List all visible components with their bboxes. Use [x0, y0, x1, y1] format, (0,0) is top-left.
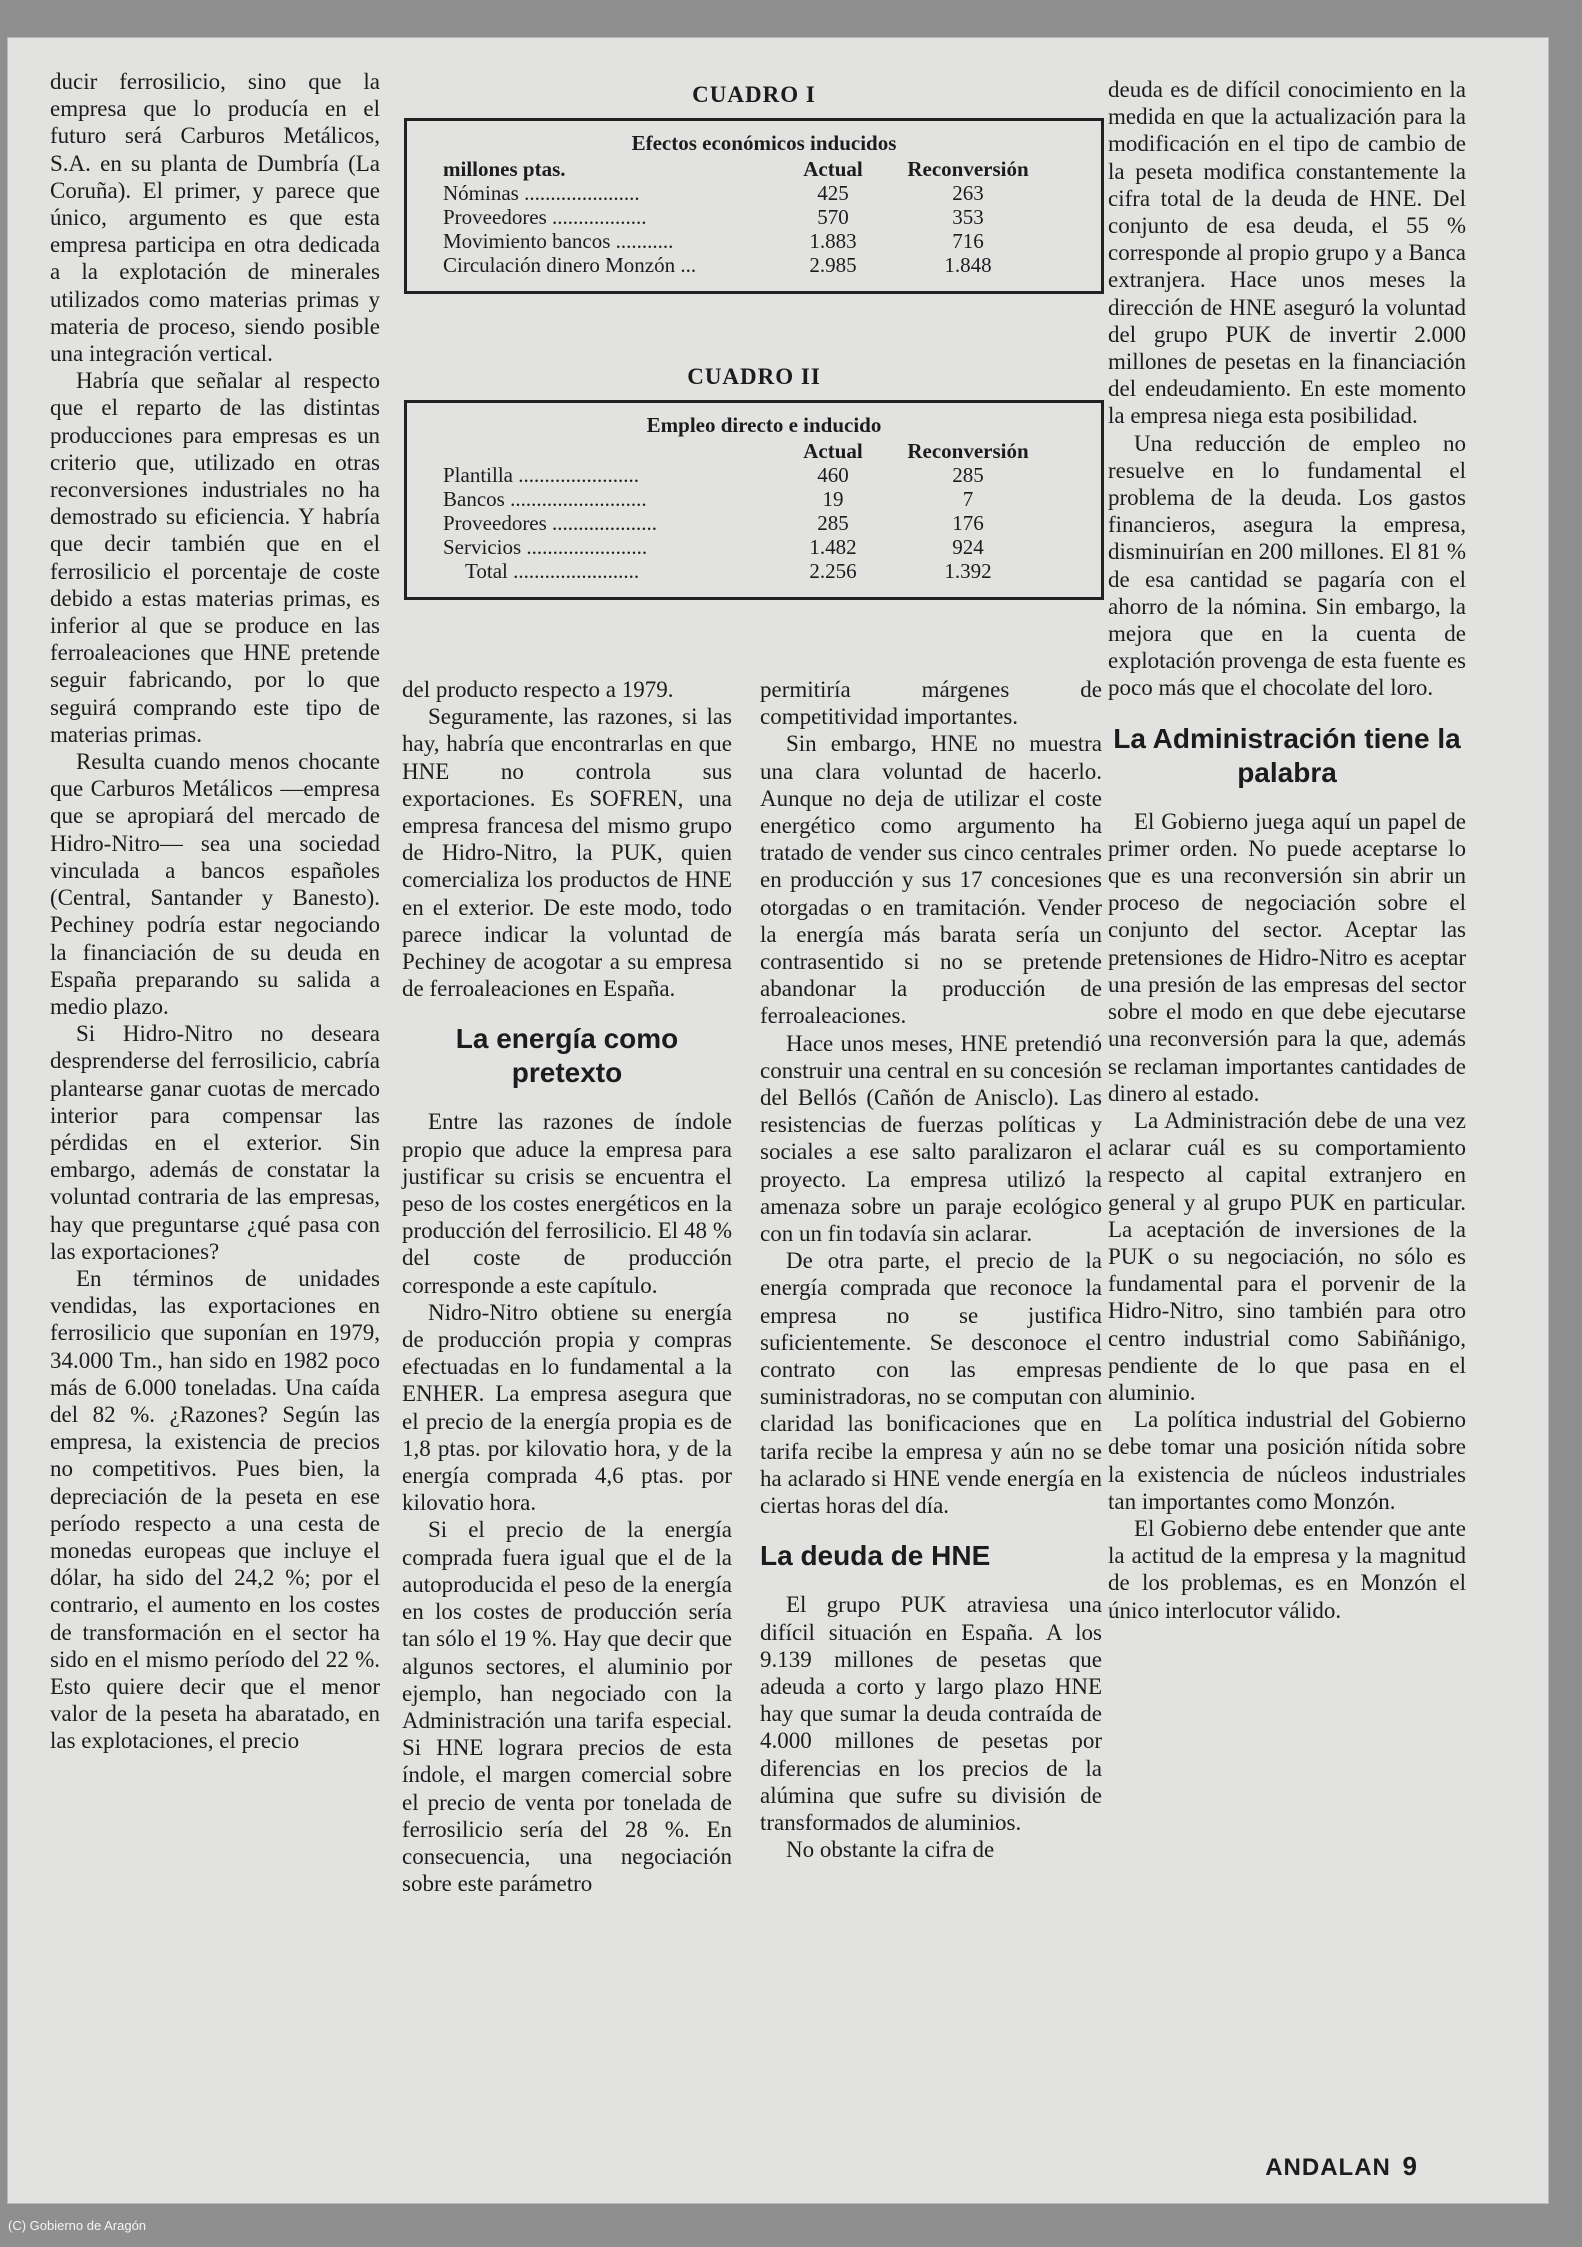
cuadro-2: [404, 364, 1104, 600]
paragraph: La política industrial del Gobierno debe tomar una posición nítida sobre la existencia de núcleos industriales tan importantes como Monzón.: [1108, 1407, 1466, 1514]
table-row: [443, 511, 1085, 535]
paragraph: La Administración debe de una vez aclarar cuál es su comportamiento respecto al capital extranjero en general y al grupo PUK en particular. La aceptación de inversiones de la PUK o su negociación, no sólo es fundamental para el porvenir de la Hidro-Nitro, sino también para otro centro industrial como Sabiñánigo, pendiente de lo que pasa en el aluminio.: [1108, 1107, 1466, 1405]
row-actual: 19: [822, 487, 844, 511]
row-reconversion: 716: [952, 229, 984, 253]
row-reconversion: 1.848: [944, 253, 992, 277]
row-label: Nóminas ......................: [443, 181, 640, 205]
paragraph: De otra parte, el precio de la energía comprada que reconoce la empresa no se justifica suficientemente. Se desconoce el contrato con las empresas suministradoras, no se computan con claridad las bonificaciones que en tarifa recibe la empresa y aún no se ha aclarado si HNE vende energía en ciertas horas del día.: [760, 1248, 1102, 1519]
row-label: Total ........................: [465, 559, 640, 583]
row-label: Proveedores ....................: [443, 511, 658, 535]
row-label: Bancos ..........................: [443, 487, 647, 511]
cuadro-2-subtitle: Empleo directo e inducido: [646, 413, 882, 437]
row-actual: 570: [817, 205, 849, 229]
table-row: [443, 463, 1085, 487]
row-reconversion: 924: [952, 535, 984, 559]
paragraph: Habría que señalar al respecto que el reparto de las distintas producciones para empresas es un criterio que, utilizado en otras reconversiones industriales no ha demostrado su eficiencia. Y habría que decir también que en el ferrosilicio el porcentaje de coste debido a estas materias primas, es inferior al que se produce en las ferroaleaciones que HNE pretende seguir fabricando, por lo que seguirá comprando este tipo de materias primas.: [50, 368, 380, 747]
row-actual: 1.482: [809, 535, 857, 559]
row-label: Movimiento bancos ...........: [443, 229, 674, 253]
row-actual: 425: [817, 181, 849, 205]
page-number: 9: [1402, 2151, 1418, 2181]
row-label: Proveedores ..................: [443, 205, 647, 229]
column-2: [402, 676, 732, 1897]
column-3: [760, 676, 1102, 1863]
col-actual: Actual: [803, 157, 863, 181]
paragraph: permitiría márgenes de competitividad importantes.: [760, 677, 1102, 730]
page-footer: [1265, 2151, 1418, 2182]
paragraph: El Gobierno juega aquí un papel de primer orden. No puede aceptarse lo que es una reconversión sin abrir un proceso de negociación sobre el conjunto del sector. Aceptar las pretensiones de Hidro-Nitro es aceptar una presión de las empresas del sector sobre el modo en que debe ejecutarse una reconversión para la que, además se reclaman importantes cantidades de dinero al estado.: [1108, 808, 1466, 1106]
paragraph: Entre las razones de índole propio que aduce la empresa para justificar su crisis se encuentra el peso de los costes energéticos en la producción del ferrosilicio. El 48 % del coste de producción corresponde a este capítulo.: [402, 1109, 732, 1298]
magazine-name: ANDALAN: [1265, 2154, 1391, 2181]
row-reconversion: 285: [952, 463, 984, 487]
table-row: [443, 487, 1085, 511]
paragraph: Sin embargo, HNE no muestra una clara voluntad de hacerlo. Aunque no deja de utilizar el coste energético como argumento ha tratado de vender sus cinco centrales en producción y sus 17 concesiones otorgadas o en tramitación. Vender la energía más barata sería un contrasentido si no se pretende abandonar la producción de ferroaleaciones.: [760, 731, 1102, 1029]
row-label: Plantilla .......................: [443, 463, 639, 487]
col-reconversion: Reconversión: [907, 439, 1029, 463]
table-row: [443, 535, 1085, 559]
table-row: [443, 253, 1085, 277]
paragraph: del producto respecto a 1979.: [402, 677, 674, 702]
paragraph: En términos de unidades vendidas, las exportaciones en ferrosilicio que suponían en 1979, 34.000 Tm., han sido en 1982 poco más de 6.000 toneladas. Una caída del 82 %. ¿Razones? Según las empresa, la existencia de precios no competitivos. Pues bien, la depreciación de la peseta en ese período respecto a una cesta de monedas europeas que incluye el dólar, ha sido del 24,2 %; por el contrario, el aumento en los costes de transformación en el sector ha sido en el mismo período del 22 %. Esto quiere decir que el menor valor de la peseta ha abaratado, en las explotaciones, el precio: [50, 1265, 380, 1754]
table-row-total: [443, 559, 1085, 583]
table-header: [443, 439, 1085, 463]
paragraph: Si el precio de la energía comprada fuera igual que el de la autoproducida el peso de la energía en los costes de producción sería tan sólo el 19 %. Hay que decir que algunos sectores, el aluminio por ejemplo, han negociado con la Administración una tarifa especial. Si HNE lograra precios de esta índole, el margen comercial sobre el precio de venta por tonelada de ferrosilicio sería del 28 %. En consecuencia, una negociación sobre este parámetro: [402, 1517, 732, 1897]
row-reconversion: 7: [962, 487, 974, 511]
table-header: [443, 157, 1085, 181]
row-actual: 1.883: [809, 229, 857, 253]
paragraph: El grupo PUK atraviesa una difícil situación en España. A los 9.139 millones de pesetas que adeuda a corto y largo plazo HNE hay que sumar la deuda contraída de 4.000 millones de pesetas por diferencias en los precios de la alúmina que sufre su división de transformados de aluminios.: [760, 1592, 1102, 1835]
paragraph: Si Hidro-Nitro no deseara desprenderse del ferrosilicio, cabría plantearse ganar cuotas de mercado interior para compensar las pérdidas en el exterior. Sin embargo, además de constatar la voluntad contraria de las empresas, hay que preguntarse ¿qué pasa con las exportaciones?: [50, 1021, 380, 1264]
col-actual: Actual: [803, 439, 863, 463]
row-reconversion: 353: [952, 205, 984, 229]
row-reconversion: 263: [952, 181, 984, 205]
row-label: Circulación dinero Monzón ...: [443, 253, 697, 277]
paragraph: Seguramente, las razones, si las hay, habría que encontrarlas en que HNE no controla sus exportaciones. Es SOFREN, una empresa francesa del mismo grupo de Hidro-Nitro, la PUK, quien comercializa los productos de HNE en el exterior. De este modo, todo parece indicar la voluntad de Pechiney de acogotar a su empresa de ferroaleaciones en España.: [402, 704, 732, 1002]
col-reconversion: Reconversión: [907, 157, 1029, 181]
row-actual: 285: [817, 511, 849, 535]
paragraph: Resulta cuando menos chocante que Carburos Metálicos —empresa que se apropiará del mercado de Hidro-Nitro— sea una sociedad vinculada a bancos españoles (Central, Santander y Banesto). Pechiney podría estar negociando la financiación de su deuda en España preparando su salida a medio plazo.: [50, 749, 380, 1019]
paragraph: El Gobierno debe entender que ante la actitud de la empresa y la magnitud de los problemas, es en Monzón el único interlocutor válido.: [1108, 1515, 1466, 1623]
cuadro-2-table: [404, 400, 1104, 600]
section-heading: La deuda de HNE: [760, 1540, 991, 1572]
row-reconversion: 176: [952, 511, 984, 535]
unit-label: millones ptas.: [443, 157, 566, 181]
column-4: [1108, 76, 1466, 1624]
cuadro-1: [404, 82, 1104, 294]
row-actual: 460: [817, 463, 849, 487]
row-reconversion: 1.392: [944, 559, 992, 583]
column-1: [50, 68, 380, 1755]
paragraph: deuda es de difícil conocimiento en la medida en que la actualización para la modificación en el tipo de cambio de la peseta modifica constantemente la cifra total de la deuda de HNE. Del conjunto de esa deuda, el 55 % corresponde al propio grupo y a Banca extranjera. Hace unos meses la dirección de HNE aseguró la voluntad del grupo PUK de invertir 2.000 millones de pesetas en la financiación del endeudamiento. En este momento la empresa niega esta posibilidad.: [1108, 77, 1466, 429]
paragraph: Nidro-Nitro obtiene su energía de producción propia y compras efectuadas en lo fundamental a la ENHER. La empresa asegura que el precio de la energía propia es de 1,8 ptas. por kilovatio hora, y de la energía comprada 4,6 ptas. por kilovatio hora.: [402, 1299, 732, 1516]
cuadro-1-table: [404, 118, 1104, 294]
table-row: [443, 205, 1085, 229]
table-row: [443, 229, 1085, 253]
paragraph: Una reducción de empleo no resuelve en lo fundamental el problema de la deuda. Los gastos financieros, asegura la empresa, disminuirían en 200 millones. El 81 % de esa cantidad se pagaría con el ahorro de la nómina. Sin embargo, la mejora que en la cuenta de explotación provenga de esta fuente es poco más que el chocolate del loro.: [1108, 430, 1466, 701]
cuadro-1-title: CUADRO I: [692, 82, 816, 107]
cuadro-2-title: CUADRO II: [687, 364, 821, 389]
paragraph: No obstante la cifra de: [786, 1837, 995, 1863]
magazine-page: [8, 38, 1548, 2203]
cuadro-1-subtitle: Efectos económicos inducidos: [631, 131, 897, 155]
row-label: Servicios .......................: [443, 535, 648, 559]
paragraph: Hace unos meses, HNE pretendió construir una central en su concesión del Bellós (Cañón de Anisclo). Las resistencias de fuerzas políticas y sociales a ese salto paralizaron el proyecto. La empresa utilizó la amenaza sobre un paraje ecológico con un fin todavía sin aclarar.: [760, 1030, 1102, 1247]
paragraph: ducir ferrosilicio, sino que la empresa que lo producía en el futuro será Carburos Metálicos, S.A. en su planta de Dumbría (La Coruña). El primer, y parece que único, argumento es que esta empresa participa en otra dedicada a la explotación de minerales utilizados como materias primas y materia de proceso, siendo posible una integración vertical.: [50, 69, 380, 367]
section-heading: La energía como pretexto: [455, 1023, 679, 1089]
table-row: [443, 181, 1085, 205]
section-heading: La Administración tiene la palabra: [1113, 722, 1461, 788]
row-actual: 2.985: [809, 253, 857, 277]
row-actual: 2.256: [809, 559, 857, 583]
copyright-credit: (C) Gobierno de Aragón: [8, 2218, 147, 2233]
